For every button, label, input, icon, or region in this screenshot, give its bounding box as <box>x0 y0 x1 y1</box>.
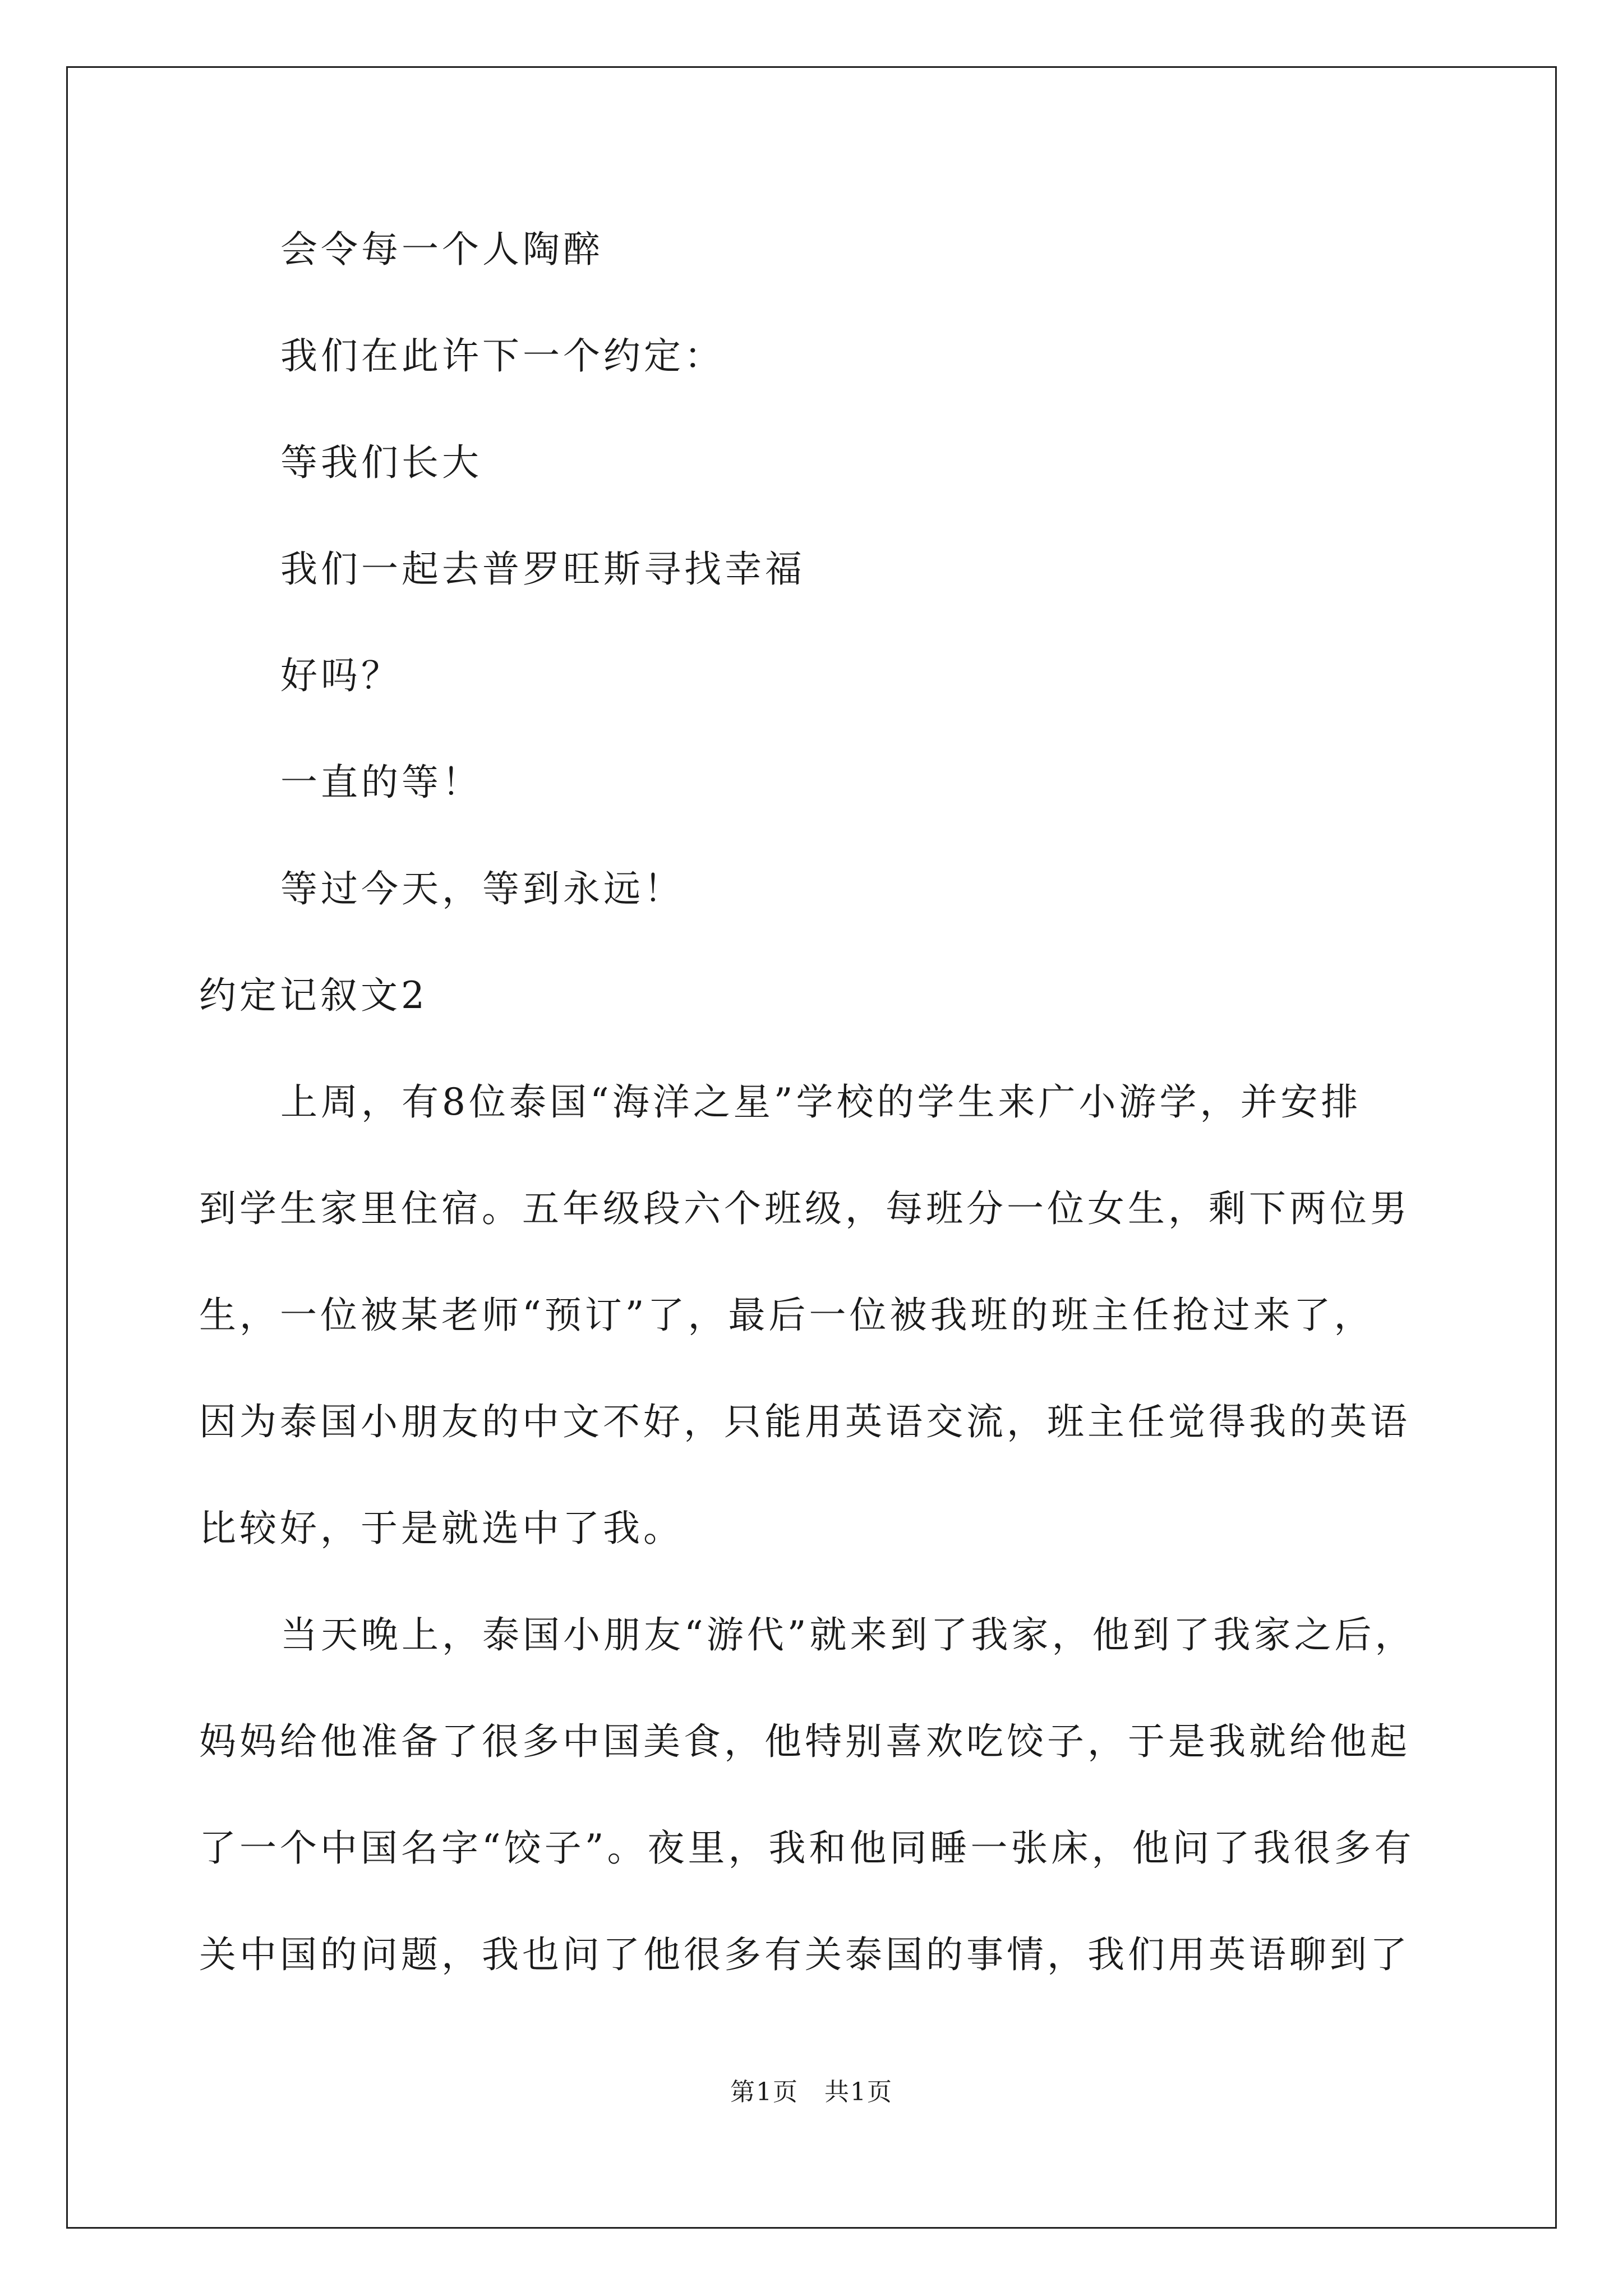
paragraph2-line-1: 当天晚上，泰国小朋友“游代”就来到了我家，他到了我家之后， <box>280 1613 1415 1657</box>
poem-line-5: 好吗？ <box>280 654 402 697</box>
paragraph1-line-1: 上周，有8位泰国“海洋之星”学校的学生来广小游学，并安排 <box>280 1080 1362 1124</box>
paragraph1-line-3: 生，一位被某老师“预订”了，最后一位被我班的班主任抢过来了， <box>199 1294 1375 1337</box>
paragraph2-line-3: 了一个中国名字“饺子”。夜里，我和他同睡一张床，他问了我很多有 <box>199 1826 1415 1870</box>
page-footer: 第1页 共1页 <box>730 2078 893 2106</box>
poem-line-2: 我们在此许下一个约定： <box>280 334 725 378</box>
paragraph2-line-2: 妈妈给他准备了很多中国美食，他特别喜欢吃饺子，于是我就给他起 <box>199 1720 1410 1763</box>
paragraph1-line-2: 到学生家里住宿。五年级段六个班级，每班分一位女生，剩下两位男 <box>199 1187 1410 1230</box>
poem-line-4: 我们一起去普罗旺斯寻找幸福 <box>280 547 805 591</box>
poem-line-1: 会令每一个人陶醉 <box>280 228 603 271</box>
paragraph1-line-4: 因为泰国小朋友的中文不好，只能用英语交流，班主任觉得我的英语 <box>199 1400 1410 1443</box>
section-heading: 约定记叙文2 <box>199 974 428 1017</box>
page-border <box>66 66 1557 2229</box>
poem-line-3: 等我们长大 <box>280 441 482 484</box>
paragraph1-line-5: 比较好，于是就选中了我。 <box>199 1507 684 1550</box>
paragraph2-line-4: 关中国的问题，我也问了他很多有关泰国的事情，我们用英语聊到了 <box>199 1933 1410 1976</box>
poem-line-6: 一直的等！ <box>280 761 482 804</box>
poem-line-7: 等过今天，等到永远！ <box>280 867 684 910</box>
